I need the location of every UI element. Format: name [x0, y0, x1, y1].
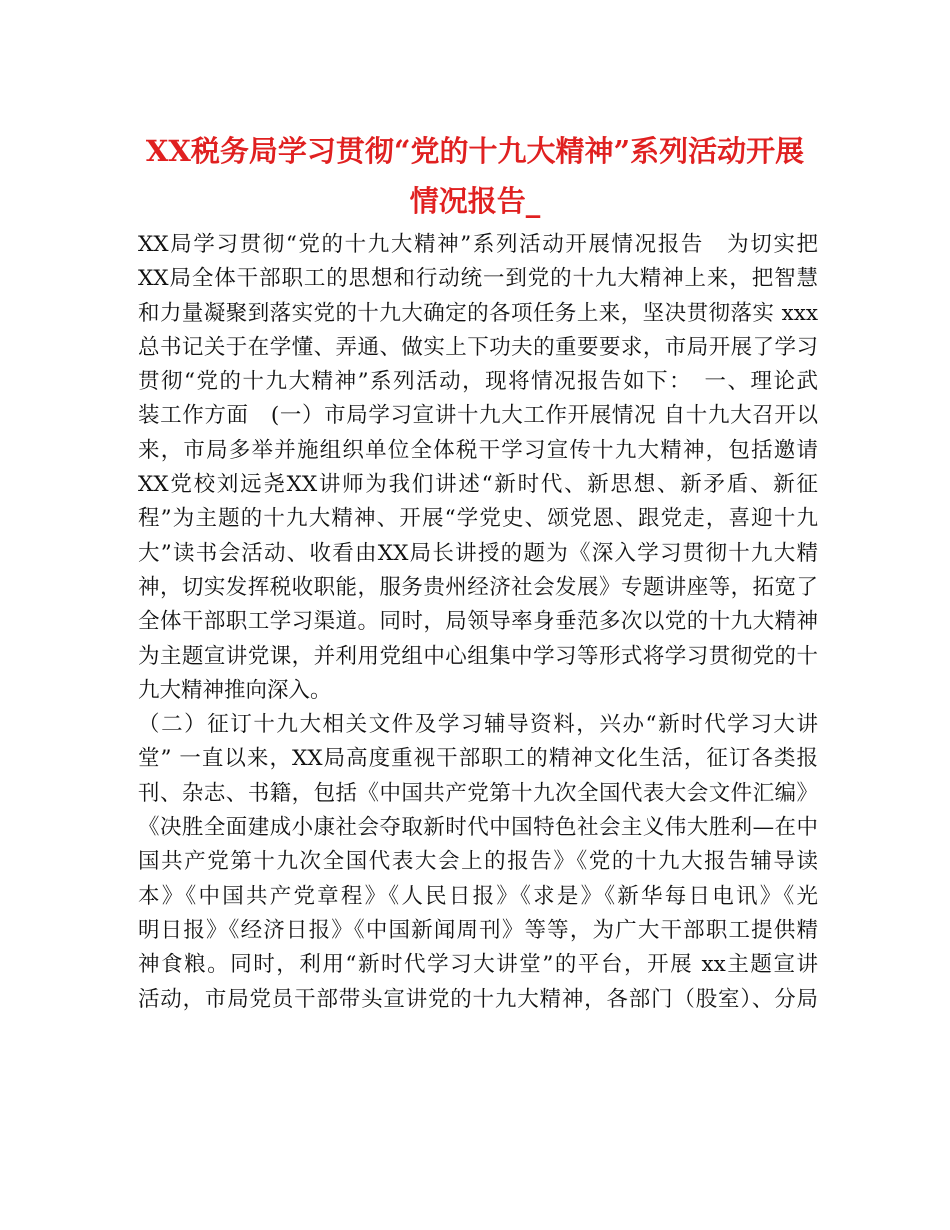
body-line: 来，市局多举并施组织单位全体税干学习宣传十九大精神，包括邀请	[138, 437, 818, 463]
body-line: 活动，市局党员干部带头宣讲党的十九大精神，各部门（股室）、分局	[138, 986, 818, 1012]
body-line: （二）征订十九大相关文件及学习辅导资料，兴办“新时代学习大讲	[138, 712, 818, 738]
body-line: 程”为主题的十九大精神、开展“学党史、颂党恩、跟党走，喜迎十九	[138, 506, 818, 532]
title-line: 情况报告_	[409, 184, 541, 218]
body-line: 为主题宣讲党课，并利用党组中心组集中学习等形式将学习贯彻党的十	[138, 643, 818, 669]
body-line: 神食粮。同时，利用“新时代学习大讲堂”的平台，开展 xx主题宣讲	[138, 952, 818, 978]
title-line: XX税务局学习贯彻“党的十九大精神”系列活动开展	[145, 134, 805, 168]
body-line: 国共产党第十九次全国代表大会上的报告》《党的十九大报告辅导读	[138, 849, 818, 875]
body-line: XX局学习贯彻“党的十九大精神”系列活动开展情况报告 为切实把	[138, 232, 818, 257]
body-line: 本》《中国共产党章程》《人民日报》《求是》《新华每日电讯》《光	[138, 883, 818, 909]
body-line: 堂” 一直以来，XX局高度重视干部职工的精神文化生活，征订各类报	[138, 746, 818, 772]
body-line: 贯彻“党的十九大精神”系列活动，现将情况报告如下： 一、理论武	[138, 369, 818, 395]
body-line: 和力量凝聚到落实党的十九大确定的各项任务上来，坚决贯彻落实 xxx	[138, 300, 818, 326]
body-line: 总书记关于在学懂、弄通、做实上下功夫的重要要求，市局开展了学习	[138, 334, 818, 360]
body-line: 《决胜全面建成小康社会夺取新时代中国特色社会主义伟大胜利—在中	[138, 815, 818, 841]
body-line: 大”读书会活动、收看由XX局长讲授的题为《深入学习贯彻十九大精	[138, 540, 818, 566]
document-body	[138, 228, 818, 1017]
document-title	[120, 126, 830, 226]
body-line: XX党校刘远尧XX讲师为我们讲述“新时代、新思想、新矛盾、新征	[138, 472, 818, 498]
body-line: 明日报》《经济日报》《中国新闻周刊》等等，为广大干部职工提供精	[138, 917, 818, 943]
body-line: 全体干部职工学习渠道。同时，局领导率身垂范多次以党的十九大精神	[138, 609, 818, 635]
body-line: 装工作方面 (一）市局学习宣讲十九大工作开展情况 自十九大召开以	[138, 403, 818, 429]
body-line: 神，切实发挥税收职能，服务贵州经济社会发展》专题讲座等，拓宽了	[138, 574, 818, 600]
body-line: XX局全体干部职工的思想和行动统一到党的十九大精神上来，把智慧	[138, 266, 818, 292]
body-line: 刊、杂志、书籍，包括《中国共产党第十九次全国代表大会文件汇编》	[138, 780, 818, 806]
body-line: 九大精神推向深入。	[138, 677, 332, 703]
